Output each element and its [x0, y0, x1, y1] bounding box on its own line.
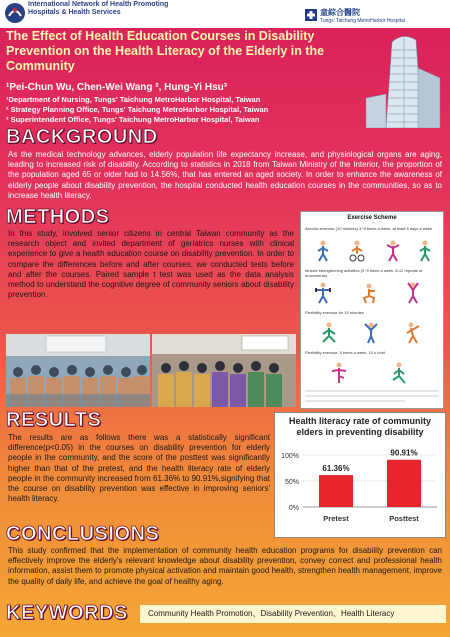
hospital-name: 童綜合醫院 [320, 8, 360, 17]
health-literacy-chart [274, 412, 446, 538]
chart-title: Health literacy rate of community elders in preventing disability [288, 416, 432, 437]
exercise-scheme-title: Exercise Scheme [347, 215, 397, 221]
hospital-building-image [356, 28, 450, 128]
hospital-logo-icon [304, 8, 318, 22]
exercise-scheme-panel [300, 211, 444, 409]
conclusions-text: This study confirmed that the implementation of community health education programs for disability prevention can effectively improve the elderly's relevant knowledge about disability prevention, convey correct and professional health information, assist them to promote physical activation and maintain good health, strengthen health management, improve the quality of daily life, and achieve the goal of healthy aging. [8, 546, 442, 586]
chart-y-tick-label: 0% [288, 505, 299, 512]
affiliation-1: ¹Department of Nursing, Tungs' Taichung MetroHarbor Hospital, Taiwan [6, 95, 261, 104]
hph-logo-icon [4, 2, 26, 24]
dumbbell-figure-icon [315, 282, 331, 304]
methods-text: In this study, involved senior citizens in central Taiwan community as the research object and invited department of geriatrics nurses with clinical experience to give a health education course on disability prevention. In order to compare the differences before and after courses, we conducted tests before and after the courses. Paired sample t test was used as the data analysis method to understand the cognitive degree of community seniors about disability prevention. [8, 229, 294, 300]
authors: ¹Pei-Chun Wu, Chen-Wei Wang ², Hung-Yi Hsu³ [6, 82, 228, 93]
background-text: As the medical technology advances, elderly population life expectancy increase, and physiological organs are aging, leading to increased risk of disability. According to statistics in 2018 from Taiwan Ministry of the Interior, the proportion of the population aged 65 or older had to 14.56%, that has entered an aged society. In order to enhance the awareness of elderly people about disability prevention, the hospital conducted health education courses in the communities, so as to increase health literacy. [8, 150, 442, 200]
results-text: The results are as follows there was a statistically significant difference(p<0.05) in the courses on disability prevention for elderly people in the community, and the score of the posttest was significantly higher than that of the pretest, and the health literacy rate of elderly people in the community increased from 61.36% to 90.91%,signifying that the course on disability prevention was effective in improving seniors' health literacy. [8, 433, 270, 504]
classroom-photo-left [6, 334, 150, 407]
chart-y-tick-label: 100% [281, 453, 299, 460]
keywords-text: Community Health Promotion、Disability Prevention、Health Literacy [148, 609, 395, 618]
chart-value-label-pretest: 61.36% [322, 464, 350, 474]
chart-bar-pretest [319, 475, 353, 507]
keywords-heading: KEYWORDS [6, 602, 128, 624]
stretch-figure-icon [405, 282, 421, 304]
side-bend-figure-icon [405, 322, 421, 344]
arm-stretch-figure-icon [363, 322, 379, 344]
leg-stretch-figure-icon [391, 362, 407, 384]
affiliation-3: ³ Superintendent Office, Tungs' Taichung MetroHarbor Hospital, Taiwan [6, 115, 260, 124]
exercise-row-4: Flexibility exercise, 5 times a week, 10 s hold [305, 350, 385, 355]
exercise-row-3: Flexibility exercise for 10 minutes [305, 310, 364, 315]
exercise-row-1: Aerobic exercise (10 minutes) 3~5 times a week, at least 5 days a week [305, 226, 433, 231]
chart-plot [275, 445, 445, 537]
org-name: International Network of Health Promoting Hospitals & Health Services [28, 1, 169, 16]
cycling-figure-icon [349, 240, 365, 262]
results-heading: RESULTS [6, 409, 102, 431]
hospital-subtitle: Tungs' Taichung MetroHarbor Hospital [320, 18, 405, 24]
chart-y-tick-label: 50% [284, 479, 299, 486]
exercise-notes-lines [305, 388, 439, 404]
exercise-row-2: Muscle strengthening activities (3~5 times a week, 8-12 repeats of movements) [305, 268, 423, 278]
chart-value-label-posttest: 90.91% [390, 448, 418, 458]
poster-title: The Effect of Health Education Courses in Disability Prevention on the Health Literacy of the Elderly in the Community [6, 29, 325, 73]
conclusions-heading: CONCLUSIONS [6, 523, 160, 545]
affiliation-2: ² Strategy Planning Office, Tungs' Taichung MetroHarbor Hospital, Taiwan [6, 105, 269, 114]
classroom-photo-right [152, 334, 296, 407]
chart-category-label-pretest: Pretest [323, 514, 349, 523]
yoga-figure-icon [321, 322, 337, 344]
methods-heading: METHODS [6, 206, 110, 228]
dancing-figure-icon [385, 240, 401, 262]
swimming-figure-icon [417, 240, 433, 262]
walking-figure-icon [315, 240, 331, 262]
balance-figure-icon [331, 362, 347, 384]
chart-bar-posttest [387, 460, 421, 507]
squat-figure-icon [361, 282, 377, 304]
background-heading: BACKGROUND [6, 126, 158, 148]
chart-category-label-posttest: Posttest [389, 514, 419, 523]
